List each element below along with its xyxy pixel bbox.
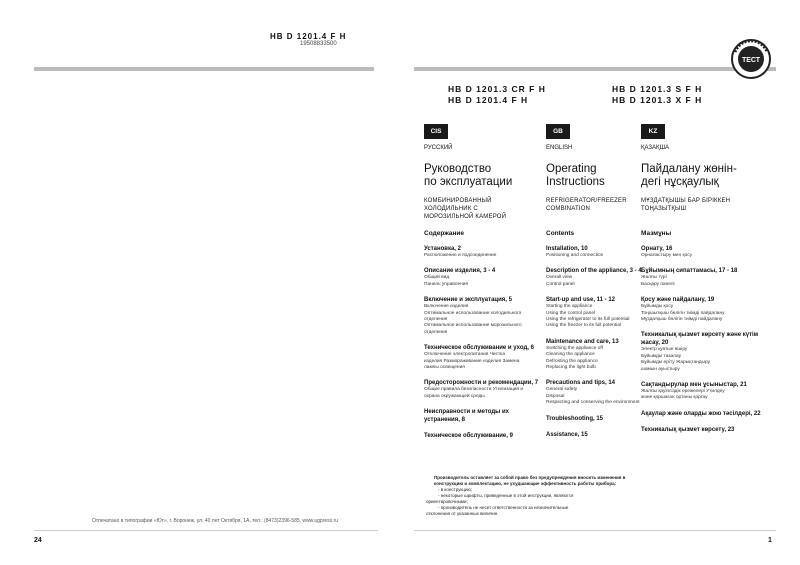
model-name: HB D 1201.3 X F H [612,95,703,105]
contents-entry-subitem: Replacing the light bulb [546,365,596,371]
contents-entry-subitem: General safety [546,387,578,393]
contents-entry [424,267,544,288]
contents-entry [424,245,544,259]
contents-entry-subitem: Cleaning the appliance [546,352,595,358]
contents-entry-subitem: Control panel [546,281,575,287]
contents-entry-heading: Қосу және пайдалану, 19 [641,297,715,304]
contents-entry-heading: Maintenance and care, 13 [546,338,619,345]
column-russian [424,120,544,440]
notice-intro: Производитель оставляет за собой право без предупреждения вносить изменения в конструкцию и комплектацию, не ухудшающие эффективность работы прибора: [434,475,626,486]
contents-entry-subitem: шамын ауыстыру [641,366,680,372]
contents-entry [546,296,654,330]
contents-entry-subitem: Бұйымды еріту Жарықтандыру [641,360,711,366]
contents-entry-heading: Техническое обслуживание и уход, 6 [424,345,534,352]
quality-seal-icon [730,38,772,80]
contents-entry-subitem: және қоршаған ортаны қорғау [641,395,708,401]
contents-entry-heading: Техникалық қызмет көрсету, 23 [641,426,735,433]
notice-item: - некоторые шрифты, приведенные в этой инструкции, являются [438,493,574,498]
contents-entry-subitem: Тоңазытқыш бөлігін тиімді пайдалану [641,310,725,316]
manufacturer-notice [424,475,640,517]
contents-entry [424,379,544,400]
column-kazakh [641,120,771,434]
contents-entry [424,344,544,371]
contents-entry-subitem: Общий вид [424,275,450,281]
contents-entry-heading: Start-up and use, 11 - 12 [546,297,616,304]
contents-entry [641,381,771,402]
contents-entry-heading: Troubleshooting, 15 [546,415,604,422]
contents-entry [546,415,654,423]
contents-entry [641,267,771,288]
language-name: РУССКИЙ [424,145,453,151]
contents-entry-subitem: Бұйымды қосу [641,304,674,310]
contents-entry [546,338,654,372]
right-page-header-bar [414,67,776,71]
language-code-badge: KZ [641,124,665,139]
contents-entry-subitem: охрана окружающей среды [424,393,485,399]
contents-entry-subitem: Общие правила безопасности Утилизация и [424,387,524,393]
contents-entry-subitem: Включение изделия [424,304,469,310]
contents-entry-heading: Precautions and tips, 14 [546,380,616,387]
contents-entry-subitem: Disposal [546,393,565,399]
contents-entry-subitem: лампы освещения [424,365,465,371]
contents-entry-heading: Описание изделия, 3 - 4 [424,268,496,275]
contents-entry-heading: Включение и эксплуатация, 5 [424,297,512,304]
contents-entry-subitem: Электр қуатын өшіру [641,347,688,353]
contents-entry-subitem: Отключение электропитания Чистка [424,352,506,358]
contents-heading: Мазмұны [641,230,672,237]
left-page-number: 24 [34,537,42,544]
language-code-badge: GB [546,124,570,139]
contents-entry [546,379,654,406]
contents-entry-heading: Description of the appliance, 3 - 4 [546,268,642,275]
contents-entry-subitem: Мұздатқыш бөлігін тиімді пайдалану [641,317,723,323]
contents-entry [641,245,771,259]
contents-entry [546,245,654,259]
contents-entry-subitem: Switching the appliance off [546,345,603,351]
contents-entry-subitem: изделия Размораживание изделия Замена [424,358,520,364]
contents-entry [546,267,654,288]
model-name: HB D 1201.4 F H [448,95,529,105]
contents-entry-subitem: Using the control panel [546,310,596,316]
contents-entry [424,432,544,440]
product-subtitle: КОМБИНИРОВАННЫЙ ХОЛОДИЛЬНИК С МОРОЗИЛЬНОЙ КАМЕРОЙ [424,198,507,220]
contents-entry [641,426,771,434]
left-page-footer-rule [34,530,378,531]
printing-note: Отпечатано в типографии «Ют», г. Воронеж, ул. 40 лет Октября, 1А, тел.: (8473)2396-585, www.ugpress.ru [92,518,338,524]
language-name: ҚАЗАҚША [641,145,670,151]
contents-entry [641,410,771,418]
contents-entry-heading: Бұйымның сипаттамасы, 17 - 18 [641,268,738,275]
contents-entry-subitem: Бұйымды тазалау [641,353,681,359]
contents-entry-subitem: Using the freezer to its full potential [546,323,621,329]
contents-entry-heading: Предосторожности и рекомендации, 7 [424,380,539,387]
product-subtitle: МҰЗДАТҚЫШЫ БАР БІРІККЕН ТОҢАЗЫТҚЫШ [641,198,731,212]
contents-entry-heading: Установка, 2 [424,246,461,252]
notice-item: ориентировочными; [426,499,468,504]
contents-heading: Содержание [424,230,465,237]
contents-entry-heading: Сақтандырулар мен ұсыныстар, 21 [641,382,747,389]
contents-entry-heading: Неисправности и методы их устранения, 8 [424,409,509,424]
contents-entry-subitem: Starting the appliance [546,304,593,310]
contents-entry-subitem: Орналастыру мен қосу [641,253,693,258]
contents-entry-heading: Installation, 10 [546,246,588,252]
contents-entry-subitem: Оптимальное использование морозильного отделения [424,323,522,335]
left-page-model: HB D 1201.4 F H [270,32,347,41]
column-english [546,120,654,439]
right-page-footer-rule [414,530,776,531]
contents-entry-subitem: Defrosting the appliance [546,358,598,364]
contents-entry [641,331,771,373]
notice-lead: - в конструкцию; [438,487,473,492]
model-list-right [612,84,702,106]
product-subtitle: REFRIGERATOR/FREEZER COMBINATION [546,198,627,212]
left-page-code: 19508833500 [300,41,337,47]
contents-entry-heading: Орнату, 16 [641,246,673,252]
contents-entry-subitem: Жалпы түрі [641,275,667,281]
contents-entry-subitem: Оптимальное использование холодильного [424,310,522,316]
contents-entry [424,296,544,336]
seal-text: ТЕСТ [741,57,761,64]
contents-entry [641,296,771,323]
contents-entry-heading: Assistance, 15 [546,431,588,438]
contents-entry-heading: Техникалық қызмет көрсету және күтім жасау, 20 [641,332,759,347]
right-page-number: 1 [768,537,772,544]
model-name: HB D 1201.3 S F H [612,84,703,94]
contents-entry-subitem: Using the refrigerator to its full potential [546,317,630,323]
manual-title: Руководство по эксплуатации [424,163,513,188]
model-name: HB D 1201.3 CR F H [448,84,546,94]
language-name: ENGLISH [546,145,573,151]
contents-entry-heading: Ақаулар және оларды жою тәсілдері, 22 [641,410,761,417]
contents-entry-subitem: отделения [424,317,448,323]
contents-entry-heading: Техническое обслуживание, 9 [424,433,513,440]
left-page-header-bar [34,67,374,71]
model-list-left [448,84,546,106]
contents-entry [546,431,654,439]
notice-item: - производитель не несет ответственности за незначительные [438,505,569,510]
contents-entry-subitem: Жалпы қауіпсіздік ережелері Утилдеу [641,389,725,395]
contents-entry-subitem: Панель управления [424,281,469,287]
contents-entry-subitem: Басқару панелі [641,281,675,287]
contents-entry-subitem: Positioning and connection [546,253,604,258]
contents-entry-subitem: Overall view [546,275,573,281]
contents-entry-subitem: Расположение и подсоединение [424,253,497,258]
manual-title: Пайдалану жөнін- дегі нұсқаулық [641,163,737,188]
contents-entry-subitem: Respecting and conserving the environment [546,400,640,406]
notice-item: отклонения от указанных величин. [426,511,499,516]
language-code-badge: CIS [424,124,448,139]
contents-heading: Contents [546,230,575,237]
contents-entry [424,408,544,424]
manual-title: Operating Instructions [546,163,605,188]
